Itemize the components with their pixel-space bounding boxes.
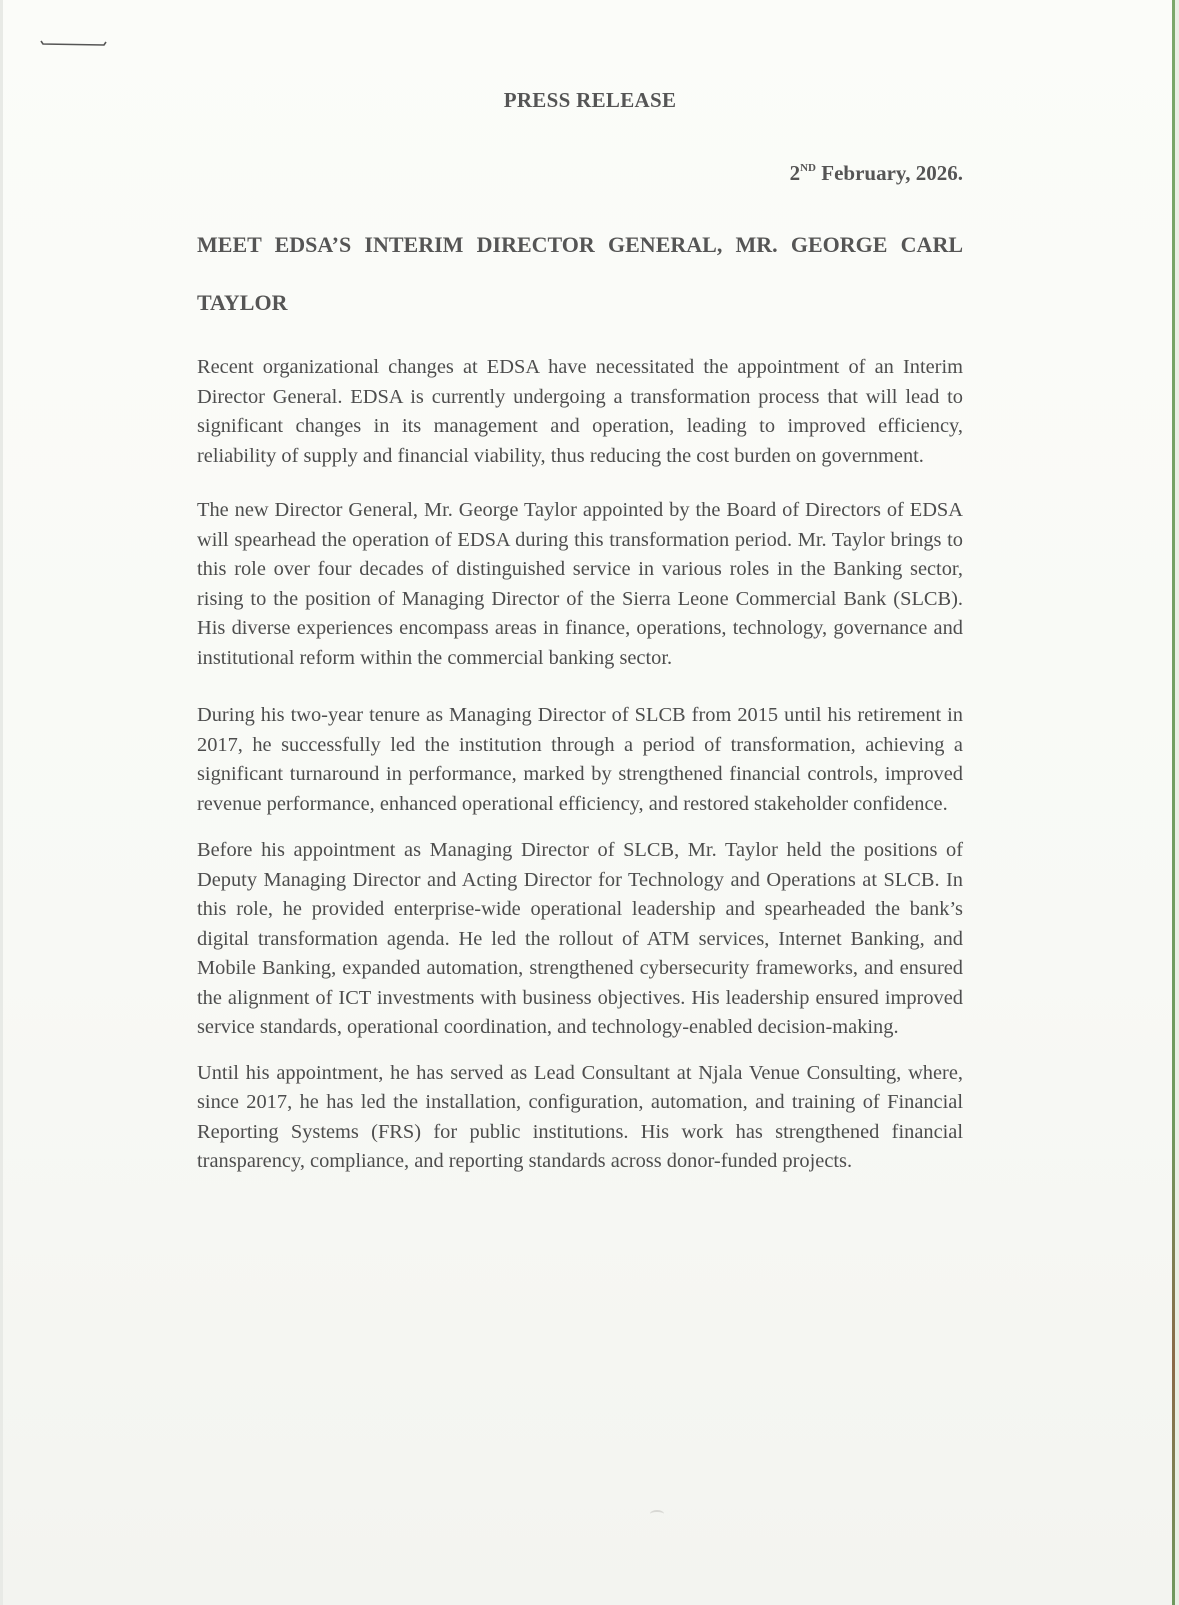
paragraph-md-tenure: During his two-year tenure as Managing Director of SLCB from 2015 until his retirement in 2017, he successfully led the institution through a period of transformation, achieving a significant turnaround in performance, marked by strengthened financial controls, improved revenue performance, enhanced operational efficiency, and restored stakeholder confidence. [197,704,963,815]
paragraph-prior-roles: Before his appointment as Managing Director of SLCB, Mr. Taylor held the positions of Deputy Managing Director and Acting Director for Technology and Operations at SLCB. In this role, he provided enterprise-wide operational leadership and spearheaded the bank’s digital transformation agenda. He led the rollout of ATM services, Internet Banking, and Mobile Banking, expanded automation, strengthened cybersecurity frameworks, and ensured the alignment of ICT investments with business objectives. His leadership ensured improved service standards, operational coordination, and technology-enabled decision-making. [197,839,963,1038]
paper-scuff-mark [650,1510,664,1518]
background-strip [1175,0,1179,1605]
date-day: 2 [789,161,801,185]
paragraph-intro: Recent organizational changes at EDSA have necessitated the appointment of an Interim Director General. EDSA is currently undergoing a transformation process that will lead to significant changes in its management and operation, leading to improved efficiency, reliability of supply and financial viability, thus reducing the cost burden on government. [197,356,963,467]
press-release [197,88,963,1177]
document-title: PRESS RELEASE [503,88,677,112]
paragraph-consulting: Until his appointment, he has served as Lead Consultant at Njala Venue Consulting, where, since 2017, he has led the installation, configuration, automation, and training of Financial Reporting Systems (FRS) for public institutions. His work has strengthened financial transparency, compliance, and reporting standards across donor-funded projects. [197,1061,963,1172]
page-left-edge [0,0,3,1605]
paragraph-appointment: The new Director General, Mr. George Taylor appointed by the Board of Directors of EDSA will spearhead the operation of EDSA during this transformation period. Mr. Taylor brings to this role over four decades of distinguished service in various roles in the Banking sector, rising to the position of Managing Director of the Sierra Leone Commercial Bank (SLCB). His diverse experiences encompass areas in finance, operations, technology, governance and institutional reform within the commercial banking sector. [197,499,963,669]
date-ordinal: ND [800,162,816,174]
headline: MEET EDSA’S INTERIM DIRECTOR GENERAL, MR. GEORGE CARL TAYLOR [197,232,963,315]
staple-mark-icon [40,40,108,48]
date-rest: February, 2026. [816,161,963,185]
release-date [197,161,963,186]
